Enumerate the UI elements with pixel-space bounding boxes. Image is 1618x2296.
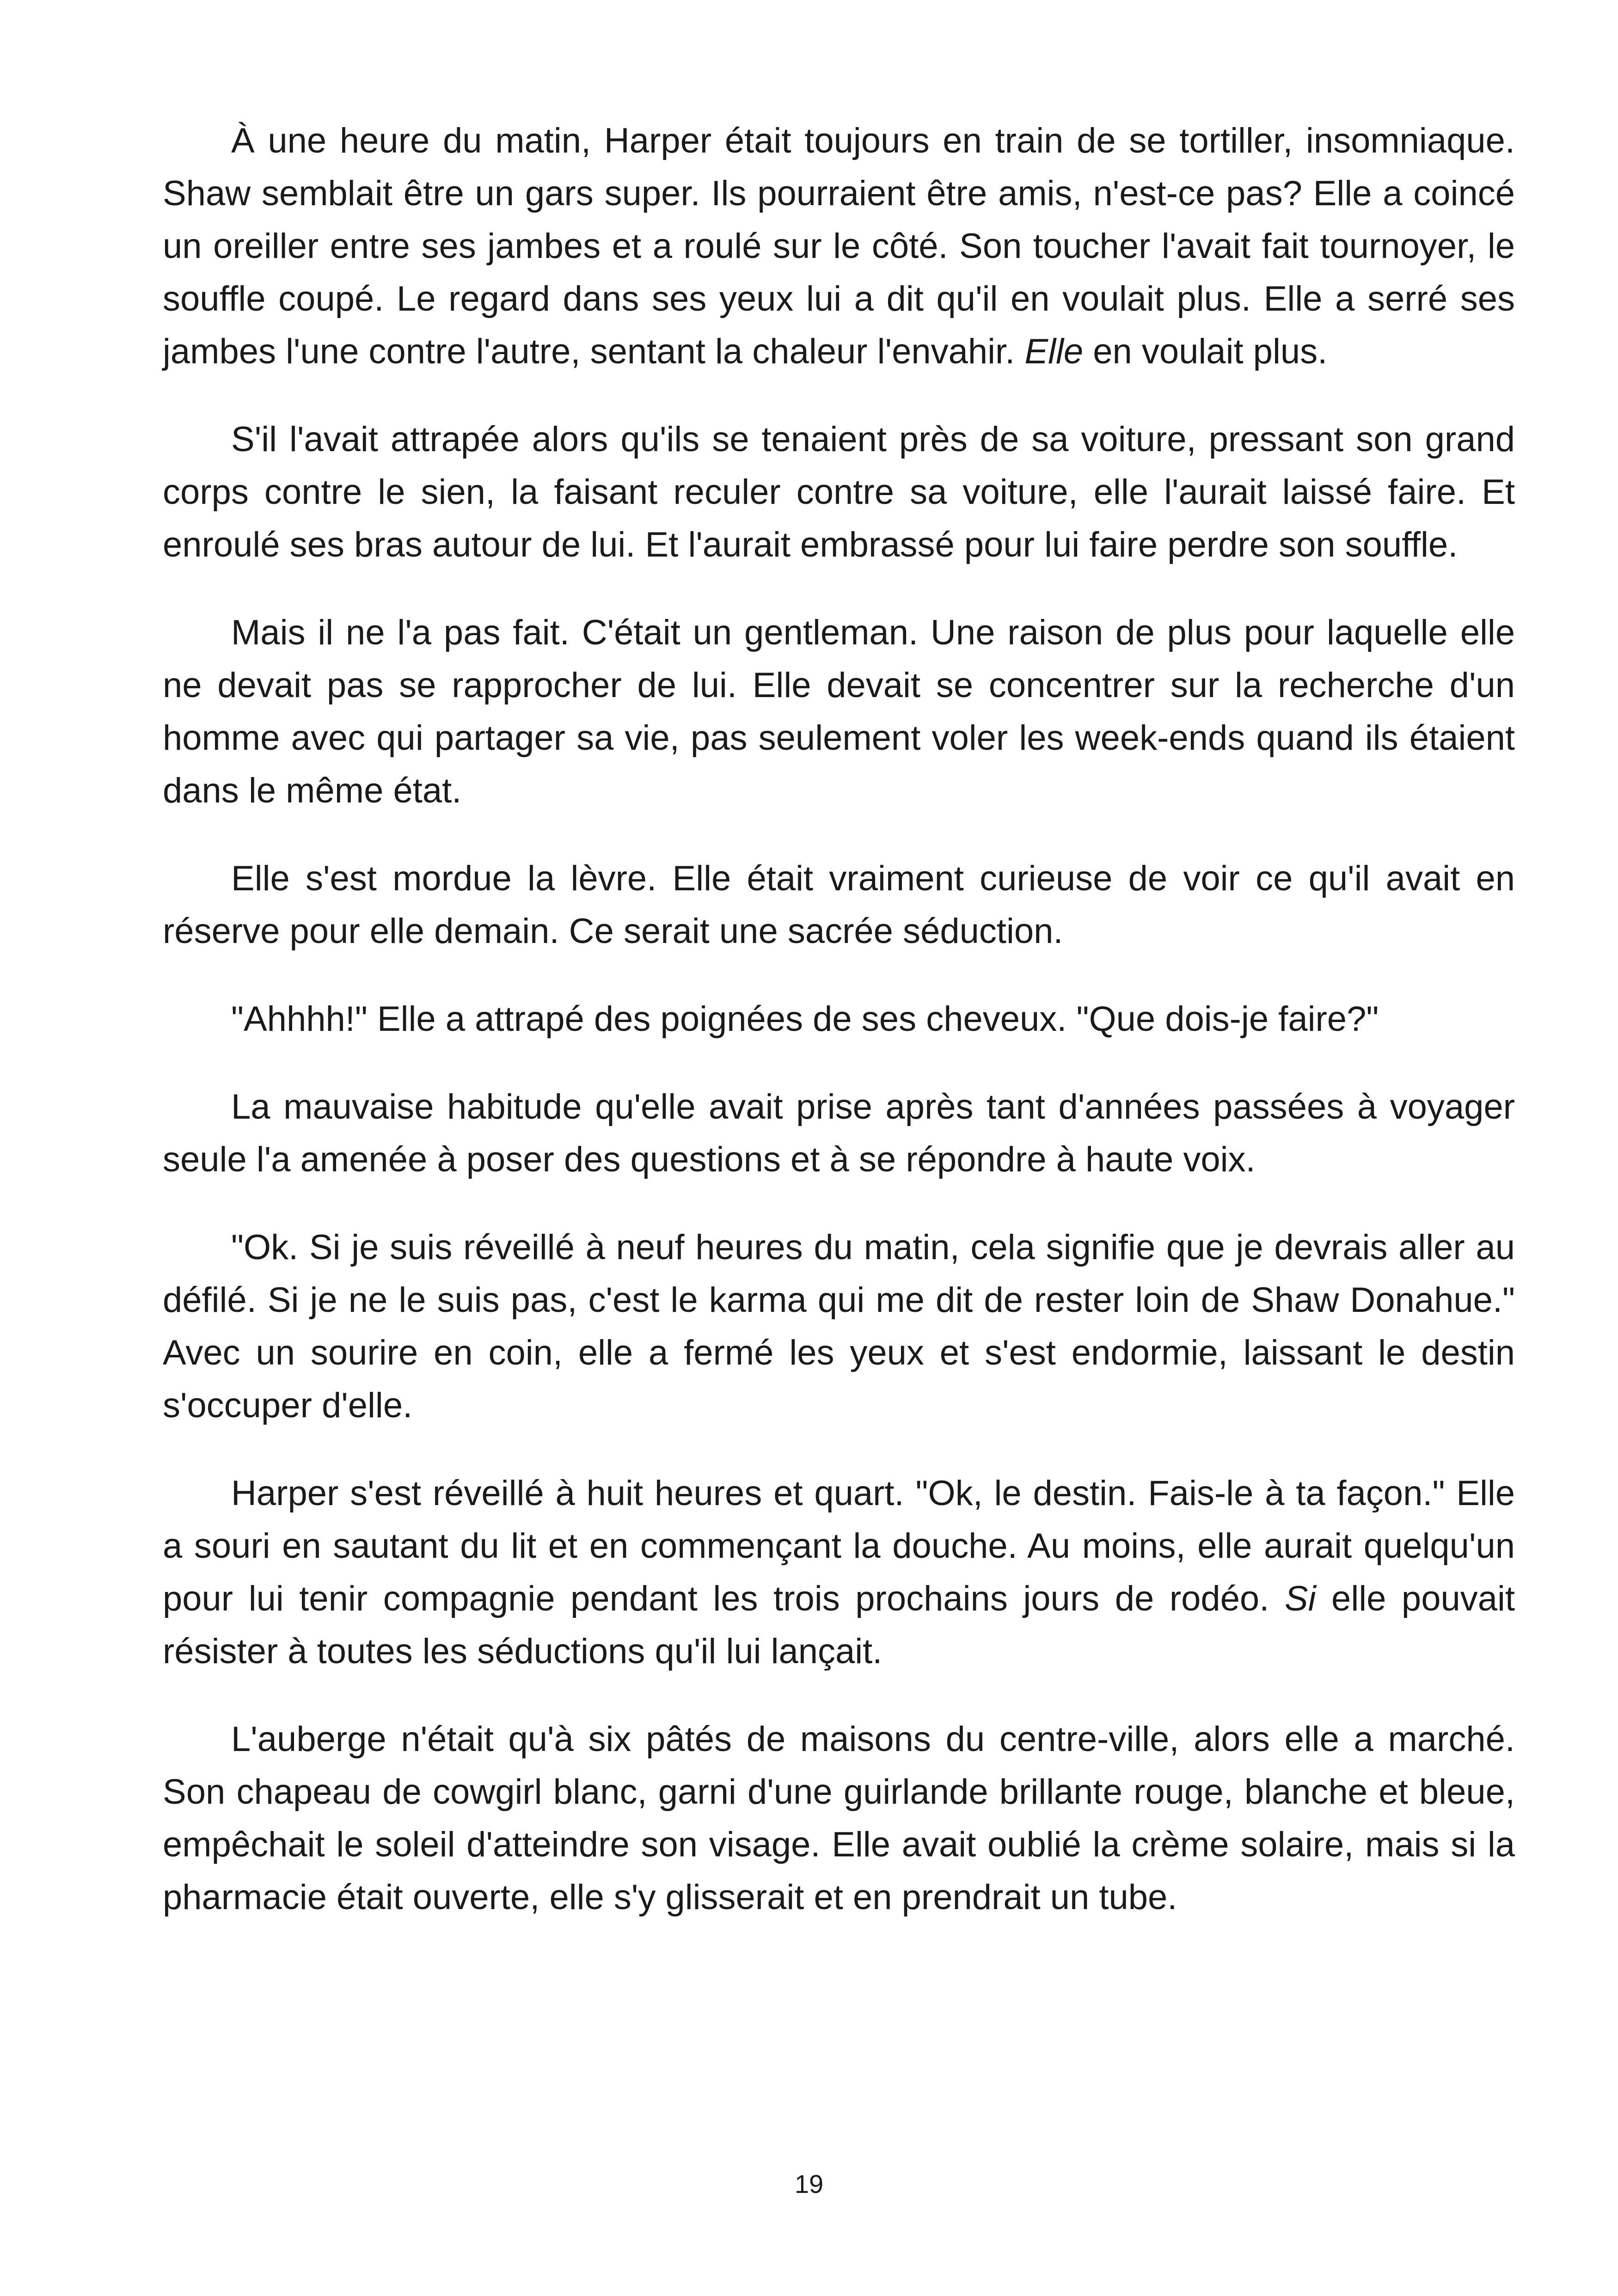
paragraph-7 <box>163 1221 1515 1432</box>
page-number: 19 <box>794 2169 824 2198</box>
paragraph-text: Harper s'est réveillé à huit heures et quart. "Ok, le destin. Fais-le à ta façon." Elle a souri en sautant du lit et en commençant la douche. Au moins, elle aurait quelqu'un pour lui tenir compagnie pendant les trois prochains jours de rodéo. <box>163 1474 1515 1618</box>
paragraph-text: À une heure du matin, Harper était toujours en train de se tortiller, insomniaque. Shaw semblait être un gars super. Ils pourraient être amis, n'est-ce pas? Elle a coincé un oreiller entre ses jambes et a roulé sur le côté. Son toucher l'avait fait tournoyer, le souffle coupé. Le regard dans ses yeux lui a dit qu'il en voulait plus. Elle a serré ses jambes l'une contre l'autre, sentant la chaleur l'envahir. <box>163 121 1515 371</box>
paragraph-text: elle pouvait résister à toutes les séductions qu'il lui lançait. <box>163 1579 1515 1671</box>
paragraph-2 <box>163 413 1515 571</box>
paragraph-8 <box>163 1467 1515 1678</box>
paragraph-text: en voulait plus. <box>1083 332 1328 371</box>
paragraph-4 <box>163 852 1515 958</box>
body-text <box>163 115 1515 1959</box>
paragraph-text: "Ahhhh!" Elle a attrapé des poignées de ses cheveux. "Que dois-je faire?" <box>231 999 1379 1039</box>
paragraph-text: Mais il ne l'a pas fait. C'était un gentleman. Une raison de plus pour laquelle elle ne devait pas se rapprocher de lui. Elle devait se concentrer sur la recherche d'un homme avec qui partager sa vie, pas seulement voler les week-ends quand ils étaient dans le même état. <box>163 613 1515 810</box>
paragraph-text: La mauvaise habitude qu'elle avait prise après tant d'années passées à voyager seule l'a amenée à poser des questions et à se répondre à haute voix. <box>163 1087 1515 1179</box>
paragraph-1 <box>163 115 1515 378</box>
italic-text: Si <box>1284 1579 1316 1618</box>
paragraph-6 <box>163 1081 1515 1186</box>
paragraph-5 <box>163 993 1515 1046</box>
italic-text: Elle <box>1024 332 1084 371</box>
paragraph-9 <box>163 1713 1515 1924</box>
paragraph-text: L'auberge n'était qu'à six pâtés de maisons du centre-ville, alors elle a marché. Son chapeau de cowgirl blanc, garni d'une guirlande brillante rouge, blanche et bleue, empêchait le soleil d'atteindre son visage. Elle avait oublié la crème solaire, mais si la pharmacie était ouverte, elle s'y glisserait et en prendrait un tube. <box>163 1720 1515 1917</box>
paragraph-text: "Ok. Si je suis réveillé à neuf heures du matin, cela signifie que je devrais aller au défilé. Si je ne le suis pas, c'est le karma qui me dit de rester loin de Shaw Donahue." Avec un sourire en coin, elle a fermé les yeux et s'est endormie, laissant le destin s'occuper d'elle. <box>163 1228 1515 1425</box>
paragraph-text: S'il l'avait attrapée alors qu'ils se tenaient près de sa voiture, pressant son grand corps contre le sien, la faisant reculer contre sa voiture, elle l'aurait laissé faire. Et enroulé ses bras autour de lui. Et l'aurait embrassé pour lui faire perdre son souffle. <box>163 420 1515 564</box>
paragraph-text: Elle s'est mordue la lèvre. Elle était vraiment curieuse de voir ce qu'il avait en réserve pour elle demain. Ce serait une sacrée séduction. <box>163 859 1515 951</box>
paragraph-3 <box>163 606 1515 817</box>
